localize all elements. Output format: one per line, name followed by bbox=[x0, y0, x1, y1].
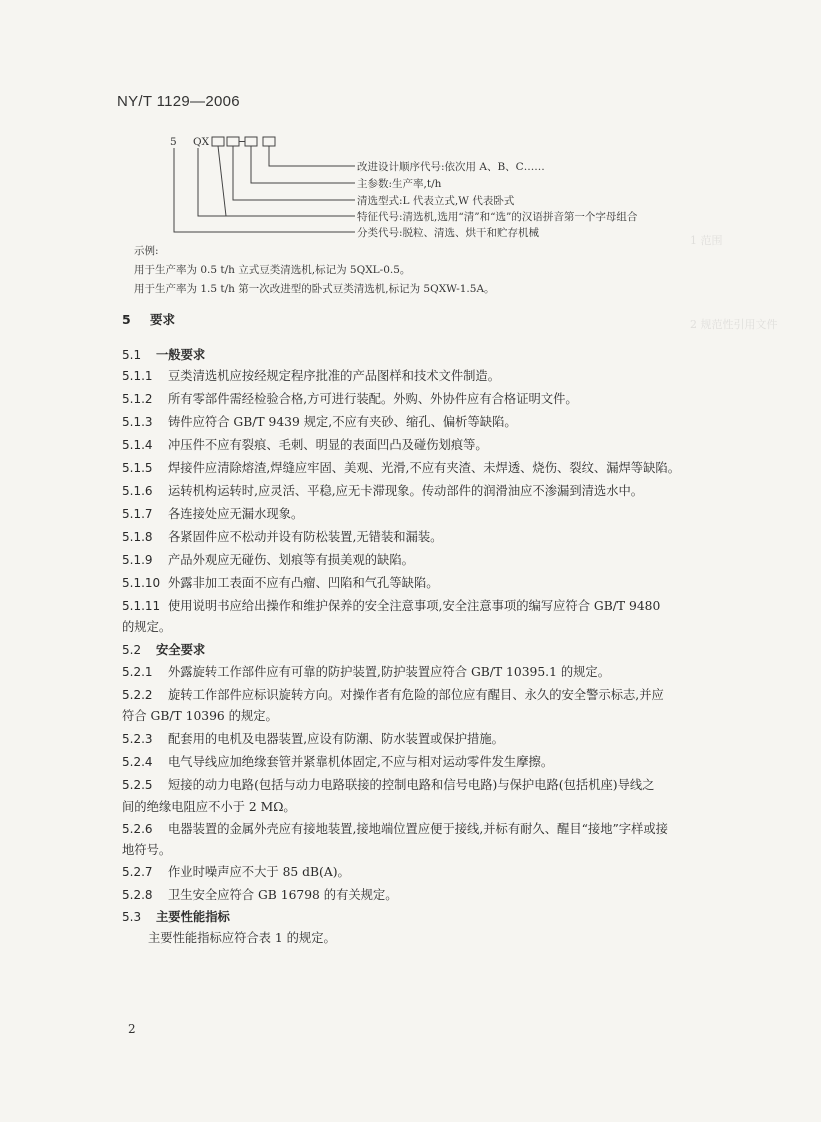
clause-text: 使用说明书应给出操作和维护保养的安全注意事项,安全注意事项的编写应符合 GB/T 9480 bbox=[168, 599, 661, 613]
clause-text: 外露旋转工作部件应有可靠的防护装置,防护装置应符合 GB/T 10395.1 的规定。 bbox=[168, 665, 611, 679]
clause-line bbox=[122, 435, 488, 453]
section-number: 5 bbox=[122, 312, 131, 327]
clause-line bbox=[122, 527, 442, 545]
clause-number: 5.1.7 bbox=[122, 507, 153, 521]
code-box-1 bbox=[212, 137, 224, 146]
clause-number: 5.2.5 bbox=[122, 778, 153, 792]
clause-number: 5.2.1 bbox=[122, 665, 153, 679]
clause-line bbox=[122, 458, 680, 476]
clause-line bbox=[122, 662, 610, 680]
clause-line bbox=[122, 573, 439, 591]
clause-line bbox=[122, 366, 500, 384]
clause-heading bbox=[122, 907, 230, 925]
clause-line bbox=[122, 504, 303, 522]
clause-line bbox=[122, 685, 664, 703]
diagram-label-main-parameter: 主参数:生产率,t/h bbox=[357, 178, 442, 190]
clause-line bbox=[122, 840, 171, 858]
diagram-label-category-code: 分类代号:脱粒、清选、烘干和贮存机械 bbox=[357, 227, 540, 239]
clause-number: 5.2.2 bbox=[122, 688, 153, 702]
clause-text: 一般要求 bbox=[156, 348, 206, 362]
clause-text: 主要性能指标应符合表 1 的规定。 bbox=[148, 931, 336, 945]
bleed-through-text: 2 规范性引用文件 bbox=[690, 318, 778, 331]
clause-text: 各连接处应无漏水现象。 bbox=[168, 507, 304, 521]
clause-line bbox=[122, 862, 350, 880]
clause-line bbox=[122, 617, 171, 635]
clause-number: 5.2.7 bbox=[122, 865, 153, 879]
clause-line bbox=[122, 729, 504, 747]
clause-text: 主要性能指标 bbox=[156, 910, 230, 924]
clause-text: 豆类清选机应按经规定程序批准的产品图样和技术文件制造。 bbox=[168, 369, 501, 383]
clause-text: 电气导线应加绝缘套管并紧靠机体固定,不应与相对运动零件发生摩擦。 bbox=[168, 755, 554, 769]
clause-text: 焊接件应清除熔渣,焊缝应牢固、美观、光滑,不应有夹渣、未焊透、烧伤、裂纹、漏焊等缺陷。 bbox=[168, 461, 680, 475]
clause-number: 5.2.8 bbox=[122, 888, 153, 902]
clause-text: 所有零部件需经检验合格,方可进行装配。外购、外协件应有合格证明文件。 bbox=[168, 392, 578, 406]
standard-code-header: NY/T 1129—2006 bbox=[117, 93, 240, 110]
clause-text: 电器装置的金属外壳应有接地装置,接地端位置应便于接线,并标有耐久、醒目“接地”字样或接 bbox=[168, 822, 668, 836]
clause-number: 5.1.5 bbox=[122, 461, 153, 475]
clause-number: 5.2.3 bbox=[122, 732, 153, 746]
diagram-label-feature-code: 特征代号:清选机,选用“清”和“选”的汉语拼音第一个字母组合 bbox=[357, 211, 638, 223]
clause-text: 运转机构运转时,应灵活、平稳,应无卡滞现象。传动部件的润滑油应不渗漏到清选水中。 bbox=[168, 484, 644, 498]
clause-text: 产品外观应无碰伤、划痕等有损美观的缺陷。 bbox=[168, 553, 414, 567]
clause-line bbox=[148, 928, 336, 946]
section-title: 要求 bbox=[150, 312, 176, 327]
clause-number: 5.1.9 bbox=[122, 553, 153, 567]
code-letters: QX bbox=[193, 136, 210, 148]
page-number: 2 bbox=[128, 1022, 136, 1036]
section-heading bbox=[122, 310, 175, 328]
clause-line bbox=[122, 550, 414, 568]
clause-text: 地符号。 bbox=[122, 843, 172, 857]
clause-text: 作业时噪声应不大于 85 dB(A)。 bbox=[168, 865, 350, 879]
clause-number: 5.1.11 bbox=[122, 599, 161, 613]
clause-text: 短接的动力电路(包括与动力电路联接的控制电路和信号电路)与保护电路(包括机座)导线之 bbox=[168, 778, 655, 792]
clause-number: 5.3 bbox=[122, 910, 142, 924]
diagram-label-design-sequence: 改进设计顺序代号:依次用 A、B、C…… bbox=[357, 161, 545, 173]
clause-number: 5.1 bbox=[122, 348, 142, 362]
clause-text: 冲压件不应有裂痕、毛刺、明显的表面凹凸及碰伤划痕等。 bbox=[168, 438, 488, 452]
clause-line bbox=[122, 775, 654, 793]
clause-number: 5.1.2 bbox=[122, 392, 153, 406]
clause-text: 符合 GB/T 10396 的规定。 bbox=[122, 709, 278, 723]
clause-number: 5.2.6 bbox=[122, 822, 153, 836]
clause-number: 5.2 bbox=[122, 643, 142, 657]
clause-line bbox=[122, 596, 660, 614]
clause-number: 5.2.4 bbox=[122, 755, 153, 769]
clause-line bbox=[122, 706, 278, 724]
example-title: 示例: bbox=[134, 245, 159, 257]
clause-heading bbox=[122, 640, 205, 658]
clause-text: 各紧固件应不松动并设有防松装置,无错装和漏装。 bbox=[168, 530, 443, 544]
clause-text: 安全要求 bbox=[156, 643, 206, 657]
clause-line bbox=[122, 752, 553, 770]
clause-line bbox=[122, 885, 398, 903]
model-code-diagram bbox=[150, 130, 710, 245]
clause-number: 5.1.3 bbox=[122, 415, 153, 429]
example-item: 用于生产率为 0.5 t/h 立式豆类清选机,标记为 5QXL-0.5。 bbox=[134, 264, 411, 276]
clause-number: 5.1.10 bbox=[122, 576, 161, 590]
clause-text: 卫生安全应符合 GB 16798 的有关规定。 bbox=[168, 888, 398, 902]
bleed-through-text: 1 范围 bbox=[690, 234, 723, 247]
clause-text: 旋转工作部件应标识旋转方向。对操作者有危险的部位应有醒目、永久的安全警示标志,并应 bbox=[168, 688, 664, 702]
code-prefix: 5 bbox=[170, 136, 177, 148]
clause-line bbox=[122, 389, 578, 407]
code-box-3 bbox=[245, 137, 257, 146]
clause-text: 的规定。 bbox=[122, 620, 172, 634]
clause-number: 5.1.6 bbox=[122, 484, 153, 498]
clause-text: 铸件应符合 GB/T 9439 规定,不应有夹砂、缩孔、偏析等缺陷。 bbox=[168, 415, 517, 429]
clause-line bbox=[122, 412, 517, 430]
code-box-2 bbox=[227, 137, 239, 146]
clause-text: 间的绝缘电阻应不小于 2 MΩ。 bbox=[122, 800, 296, 814]
example-item: 用于生产率为 1.5 t/h 第一次改进型的卧式豆类清选机,标记为 5QXW-1.5A。 bbox=[134, 283, 495, 295]
clause-number: 5.1.1 bbox=[122, 369, 153, 383]
clause-line bbox=[122, 819, 668, 837]
clause-text: 外露非加工表面不应有凸瘤、凹陷和气孔等缺陷。 bbox=[168, 576, 439, 590]
code-box-4 bbox=[263, 137, 275, 146]
clause-number: 5.1.8 bbox=[122, 530, 153, 544]
diagram-label-cleaning-type: 清选型式:L 代表立式,W 代表卧式 bbox=[357, 195, 515, 207]
clause-line bbox=[122, 797, 296, 815]
clause-text: 配套用的电机及电器装置,应设有防潮、防水装置或保护措施。 bbox=[168, 732, 504, 746]
clause-number: 5.1.4 bbox=[122, 438, 153, 452]
clause-line bbox=[122, 481, 643, 499]
clause-heading bbox=[122, 345, 205, 363]
